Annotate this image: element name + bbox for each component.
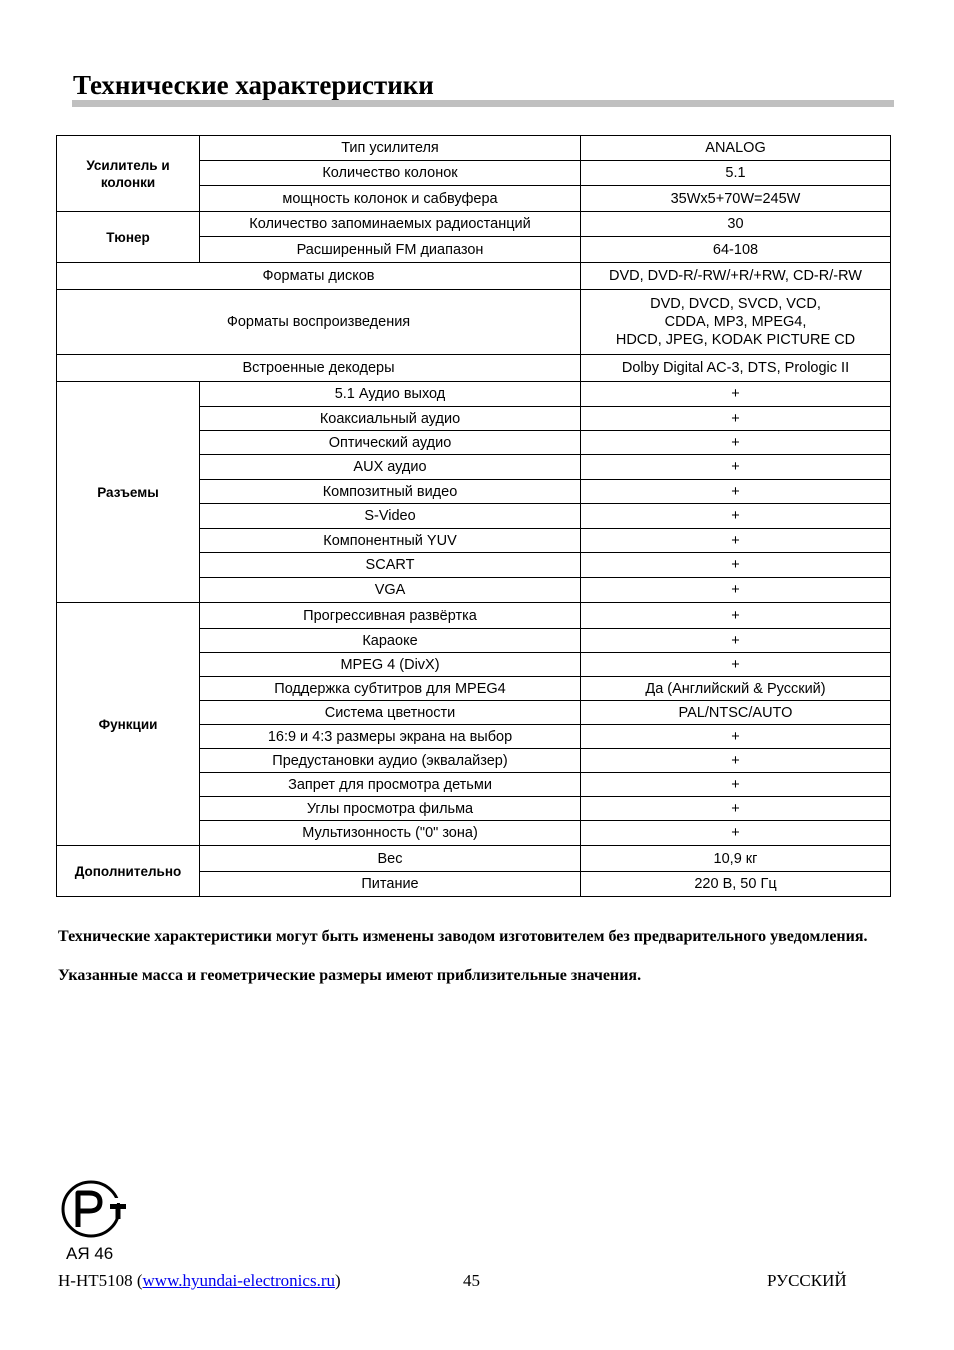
footer-model <box>58 1270 341 1292</box>
row-value: + <box>581 797 891 821</box>
row-value: 220 В, 50 Гц <box>581 872 891 897</box>
value-line: CDDA, MP3, MPEG4, <box>664 314 807 330</box>
row-label: Поддержка субтитров для MPEG4 <box>200 677 581 701</box>
rst-certification-logo-icon <box>58 1178 130 1240</box>
table-row <box>57 136 891 161</box>
footer-language: РУССКИЙ <box>767 1271 847 1290</box>
row-label: S-Video <box>200 504 581 529</box>
row-value: DVD, DVD-R/-RW/+R/+RW, CD-R/-RW <box>581 263 891 290</box>
row-label: Вес <box>200 846 581 872</box>
row-label: Питание <box>200 872 581 897</box>
row-value: + <box>581 529 891 553</box>
group-label-extra: Дополнительно <box>57 846 200 897</box>
row-label: Предустановки аудио (эквалайзер) <box>200 749 581 773</box>
value-line: HDCD, JPEG, KODAK PICTURE CD <box>615 332 856 348</box>
website-link[interactable]: www.hyundai-electronics.ru <box>142 1271 335 1290</box>
page-number: 45 <box>463 1271 480 1290</box>
row-label: Количество запоминаемых радиостанций <box>200 212 581 237</box>
row-label: мощность колонок и сабвуфера <box>200 186 581 212</box>
row-value: + <box>581 382 891 407</box>
row-label: AUX аудио <box>200 455 581 480</box>
row-value: PAL/NTSC/AUTO <box>581 701 891 725</box>
row-value: + <box>581 725 891 749</box>
row-value: + <box>581 821 891 846</box>
model-name: H-HT5108 <box>58 1271 133 1290</box>
group-label-functions: Функции <box>57 603 200 846</box>
table-row <box>57 212 891 237</box>
row-label: Мультизонность ("0" зона) <box>200 821 581 846</box>
table-row <box>57 382 891 407</box>
row-value: 10,9 кг <box>581 846 891 872</box>
row-label: Караоке <box>200 629 581 653</box>
row-value: 5.1 <box>581 161 891 186</box>
row-value: + <box>581 629 891 653</box>
row-value: + <box>581 480 891 504</box>
row-label: Коаксиальный аудио <box>200 407 581 431</box>
table-row <box>57 355 891 382</box>
row-value: + <box>581 749 891 773</box>
row-label: Количество колонок <box>200 161 581 186</box>
specifications-table <box>56 135 891 897</box>
row-value: + <box>581 504 891 529</box>
value-line: DVD, DVCD, SVCD, VCD, <box>650 296 821 312</box>
row-label: Оптический аудио <box>200 431 581 455</box>
row-label: Углы просмотра фильма <box>200 797 581 821</box>
page-title: Технические характеристики <box>73 70 434 100</box>
row-label: MPEG 4 (DivX) <box>200 653 581 677</box>
row-value: + <box>581 578 891 603</box>
certification-code: АЯ 46 <box>66 1244 114 1263</box>
row-label: Расширенный FM диапазон <box>200 237 581 263</box>
row-value: Dolby Digital AC-3, DTS, Prologic II <box>581 355 891 382</box>
row-label: Встроенные декодеры <box>57 355 581 382</box>
row-label: Композитный видео <box>200 480 581 504</box>
open-paren: ( <box>136 1271 143 1290</box>
row-value: + <box>581 407 891 431</box>
row-value: Да (Английский & Русский) <box>581 677 891 701</box>
row-value <box>581 290 891 355</box>
row-value: ANALOG <box>581 136 891 161</box>
row-value: + <box>581 431 891 455</box>
group-label-tuner: Тюнер <box>57 212 200 263</box>
row-label: Запрет для просмотра детьми <box>200 773 581 797</box>
row-value: + <box>581 455 891 480</box>
row-label: Система цветности <box>200 701 581 725</box>
approximate-values-note: Указанные масса и геометрические размеры имеют приблизительные значения. <box>58 967 642 984</box>
table-row <box>57 263 891 290</box>
row-label: Прогрессивная развёртка <box>200 603 581 629</box>
row-label: 16:9 и 4:3 размеры экрана на выбор <box>200 725 581 749</box>
row-value: 30 <box>581 212 891 237</box>
row-label: VGA <box>200 578 581 603</box>
row-value: + <box>581 773 891 797</box>
group-label-connectors: Разъемы <box>57 382 200 603</box>
row-label: Форматы дисков <box>57 263 581 290</box>
row-label: 5.1 Аудио выход <box>200 382 581 407</box>
row-label: SCART <box>200 553 581 578</box>
row-value: + <box>581 603 891 629</box>
change-notice: Технические характеристики могут быть изменены заводом изготовителем без предварительного уведомления. <box>58 928 868 945</box>
group-label-amplifier: Усилитель и колонки <box>57 136 200 212</box>
row-label: Тип усилителя <box>200 136 581 161</box>
table-row <box>57 603 891 629</box>
title-underline <box>72 100 894 107</box>
row-label: Компонентный YUV <box>200 529 581 553</box>
row-value: 35Wx5+70W=245W <box>581 186 891 212</box>
row-label: Форматы воспроизведения <box>57 290 581 355</box>
table-row <box>57 846 891 872</box>
close-paren: ) <box>334 1271 341 1290</box>
row-value: + <box>581 553 891 578</box>
row-value: 64-108 <box>581 237 891 263</box>
row-value: + <box>581 653 891 677</box>
table-row <box>57 290 891 355</box>
